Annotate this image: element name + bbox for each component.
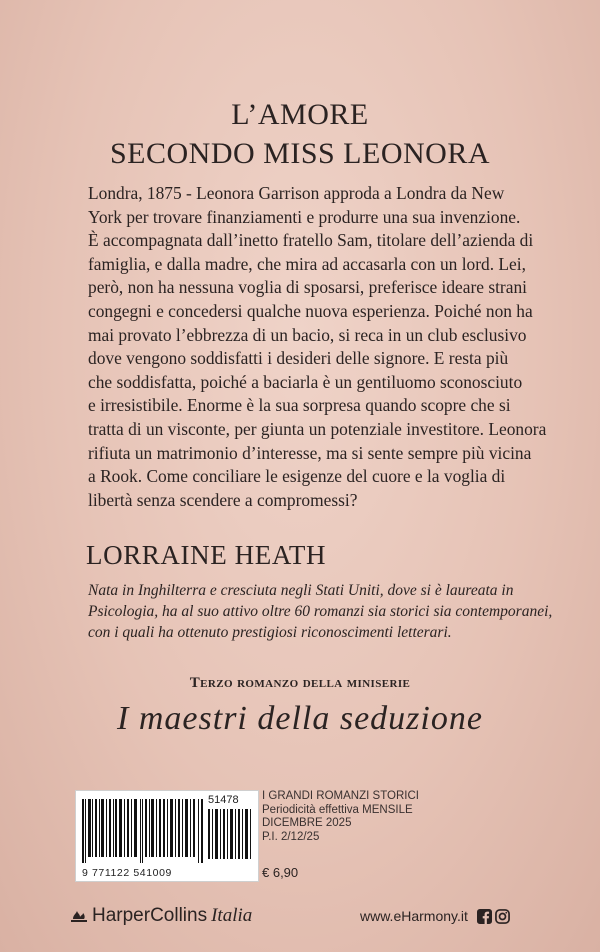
synopsis xyxy=(88,182,600,512)
instagram-icon[interactable] xyxy=(495,909,510,924)
pubinfo-pi: P.I. 2/12/25 xyxy=(262,830,320,843)
publisher-logo xyxy=(70,905,252,927)
website-footer xyxy=(360,908,510,924)
website-url[interactable]: www.eHarmony.it xyxy=(360,908,468,924)
synopsis-line: libertà senza scendere a compromessi? xyxy=(88,489,358,510)
synopsis-line: York per trovare finanziamenti e produrre una sua invenzione. xyxy=(88,206,521,227)
synopsis-line: famiglia, e dalla madre, che mira ad accasarla con un lord. Lei, xyxy=(88,253,526,274)
publisher-suffix: Italia xyxy=(211,905,253,926)
bio-line: Psicologia, ha al suo attivo oltre 60 romanzi sia storici sia contemporanei, xyxy=(88,603,553,620)
series-name: I maestri della seduzione xyxy=(117,700,483,737)
synopsis-line: congegni e concedersi qualche nuova esperienza. Poiché non ha xyxy=(88,300,533,321)
publication-info xyxy=(262,790,419,844)
author-bio xyxy=(88,580,600,643)
barcode-bars-icon xyxy=(82,799,206,863)
bio-line: Nata in Inghilterra e cresciuta negli Stati Uniti, dove si è laureata in xyxy=(88,582,514,599)
facebook-icon[interactable] xyxy=(477,909,492,924)
synopsis-line: che soddisfatta, poiché a baciarla è un gentiluomo sconosciuto xyxy=(88,371,523,392)
barcode-number: 9 771122 541009 xyxy=(82,867,172,879)
title-line-2: SECONDO MISS LEONORA xyxy=(109,137,491,170)
title-line-1: L’AMORE xyxy=(231,98,369,131)
publisher-name: HarperCollins xyxy=(92,905,208,926)
synopsis-line: È accompagnata dall’inetto fratello Sam, titolare dell’azienda di xyxy=(88,230,534,251)
synopsis-line: però, non ha nessuna voglia di sposarsi, preferisce ideare strani xyxy=(88,277,527,298)
barcode xyxy=(75,790,259,882)
pubinfo-date: DICEMBRE 2025 xyxy=(262,817,352,829)
author-name: LORRAINE HEATH xyxy=(86,540,327,570)
synopsis-line: Londra, 1875 - Leonora Garrison approda a Londra da New xyxy=(88,183,505,203)
price: € 6,90 xyxy=(262,865,299,880)
addon-barcode-bars-icon xyxy=(208,809,252,859)
pubinfo-frequency: Periodicità effettiva MENSILE xyxy=(262,803,413,816)
series-label: Terzo romanzo della miniserie xyxy=(189,675,411,691)
synopsis-line: tratta di un visconte, per giunta un potenziale investitore. Leonora xyxy=(88,418,547,439)
synopsis-line: dove vengono soddisfatti i desideri delle signore. E resta più xyxy=(88,348,509,369)
book-title xyxy=(0,95,600,173)
synopsis-line: a Rook. Come conciliare le esigenze del cuore e la voglia di xyxy=(88,466,506,487)
pubinfo-series: I GRANDI ROMANZI STORICI xyxy=(262,790,419,802)
bio-line: con i quali ha ottenuto prestigiosi riconoscimenti letterari. xyxy=(88,624,452,641)
synopsis-line: mai provato l’ebbrezza di un bacio, si reca in un club esclusivo xyxy=(88,324,527,345)
synopsis-line: e irresistibile. Enorme è la sua sorpresa quando scopre che si xyxy=(88,395,511,416)
synopsis-line: rifiuta un matrimonio d’interesse, ma si sente sempre più vicina xyxy=(88,442,532,463)
barcode-addon-number: 51478 xyxy=(208,794,239,806)
harpercollins-fire-icon xyxy=(70,909,88,923)
